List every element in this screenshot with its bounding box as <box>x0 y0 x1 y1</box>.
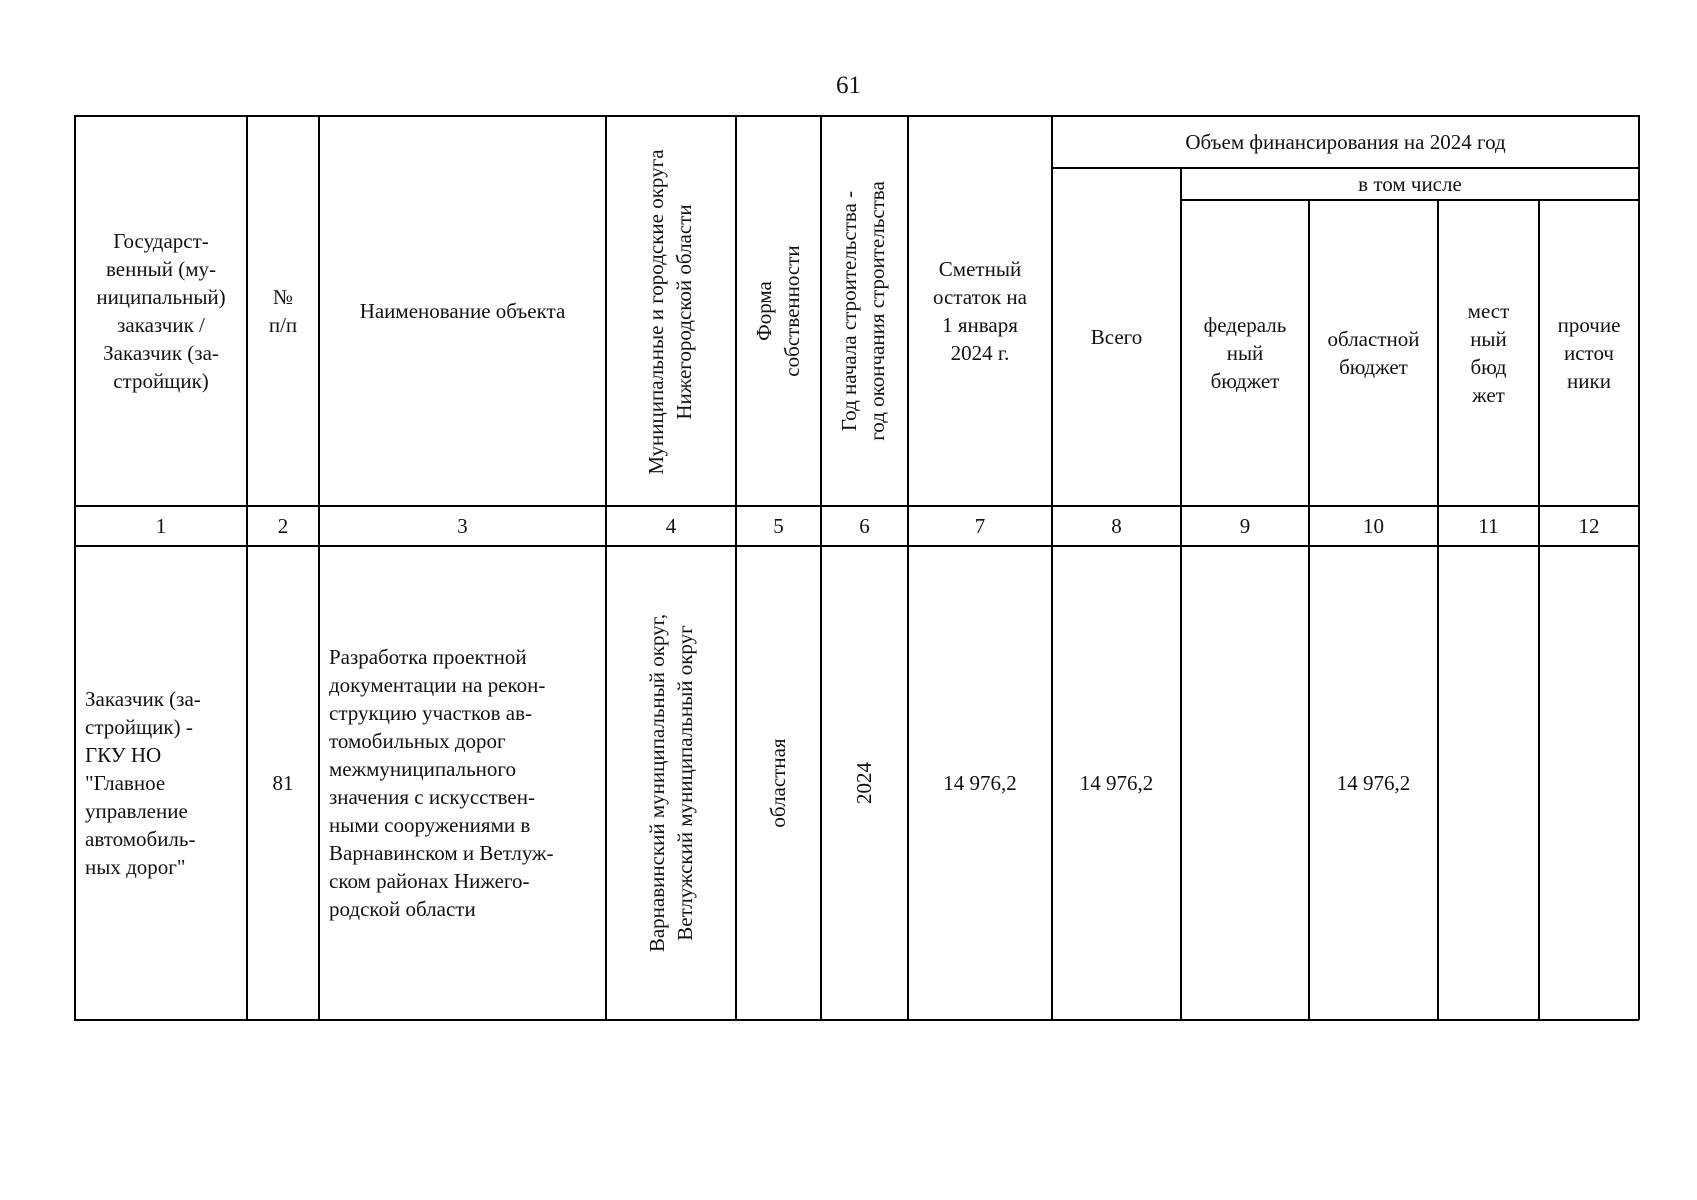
page-number: 61 <box>836 72 861 99</box>
column-number-10: 10 <box>1363 514 1384 538</box>
row-federal-budget <box>1182 547 1308 1019</box>
row-estimated-balance: 14 976,2 <box>943 771 1017 795</box>
header-object-name: Наименование объекта <box>359 299 566 323</box>
column-number-1: 1 <box>155 514 167 538</box>
column-number-7: 7 <box>974 514 986 538</box>
header-local-budget: мест ный бюд жет <box>1467 299 1510 407</box>
column-number-9: 9 <box>1239 514 1251 538</box>
row-object-name: Разработка проектной документации на рекон- струкцию участков ав- томобильных дорог межмуниципального значения с искусствен- ными сооружениями в Варнавинском и Ветлуж- ском районах Нижего- родской области <box>329 645 554 921</box>
row-local-budget <box>1439 547 1538 1019</box>
header-customer: Государст- венный (му- ниципальный) заказчик / Заказчик (за- стройщик) <box>96 229 226 393</box>
table-border-bottom <box>74 1019 1639 1021</box>
column-number-8: 8 <box>1111 514 1122 538</box>
column-number-4: 4 <box>665 514 677 538</box>
row-years: 2024 <box>852 762 876 804</box>
row-customer: Заказчик (за- стройщик) - ГКУ НО "Главное управление автомобиль- ных дорог" <box>85 687 201 879</box>
column-number-6: 6 <box>859 514 870 538</box>
row-regional-budget: 14 976,2 <box>1336 771 1411 795</box>
header-regional-budget: областной бюджет <box>1327 327 1420 379</box>
row-total: 14 976,2 <box>1079 771 1154 795</box>
header-districts: Муниципальные и городские округа Нижегородской области <box>644 149 696 475</box>
header-estimated-balance: Сметный остаток на 1 января 2024 г. <box>933 257 1027 365</box>
header-number: № п/п <box>268 285 298 337</box>
row-number: 81 <box>272 771 294 795</box>
header-federal-budget: федераль ный бюджет <box>1203 313 1287 393</box>
header-other-sources: прочие источ ники <box>1557 313 1621 393</box>
header-ownership: Форма собственности <box>752 245 804 377</box>
row-other-sources <box>1540 547 1638 1019</box>
row-districts: Варнавинский муниципальный округ, Ветлужский муниципальный округ <box>645 613 697 953</box>
header-total: Всего <box>1090 325 1143 349</box>
row-ownership: областная <box>766 738 790 828</box>
header-financing: Объем финансирования на 2024 год <box>1185 130 1506 154</box>
column-number-11: 11 <box>1478 514 1499 538</box>
column-number-5: 5 <box>773 514 784 538</box>
column-number-12: 12 <box>1578 514 1600 538</box>
column-number-2: 2 <box>277 514 289 538</box>
column-number-3: 3 <box>457 514 468 538</box>
col-border-12 <box>1638 115 1640 1020</box>
header-years: Год начала строительства - год окончания строительства <box>837 181 889 441</box>
header-including: в том числе <box>1358 172 1462 196</box>
